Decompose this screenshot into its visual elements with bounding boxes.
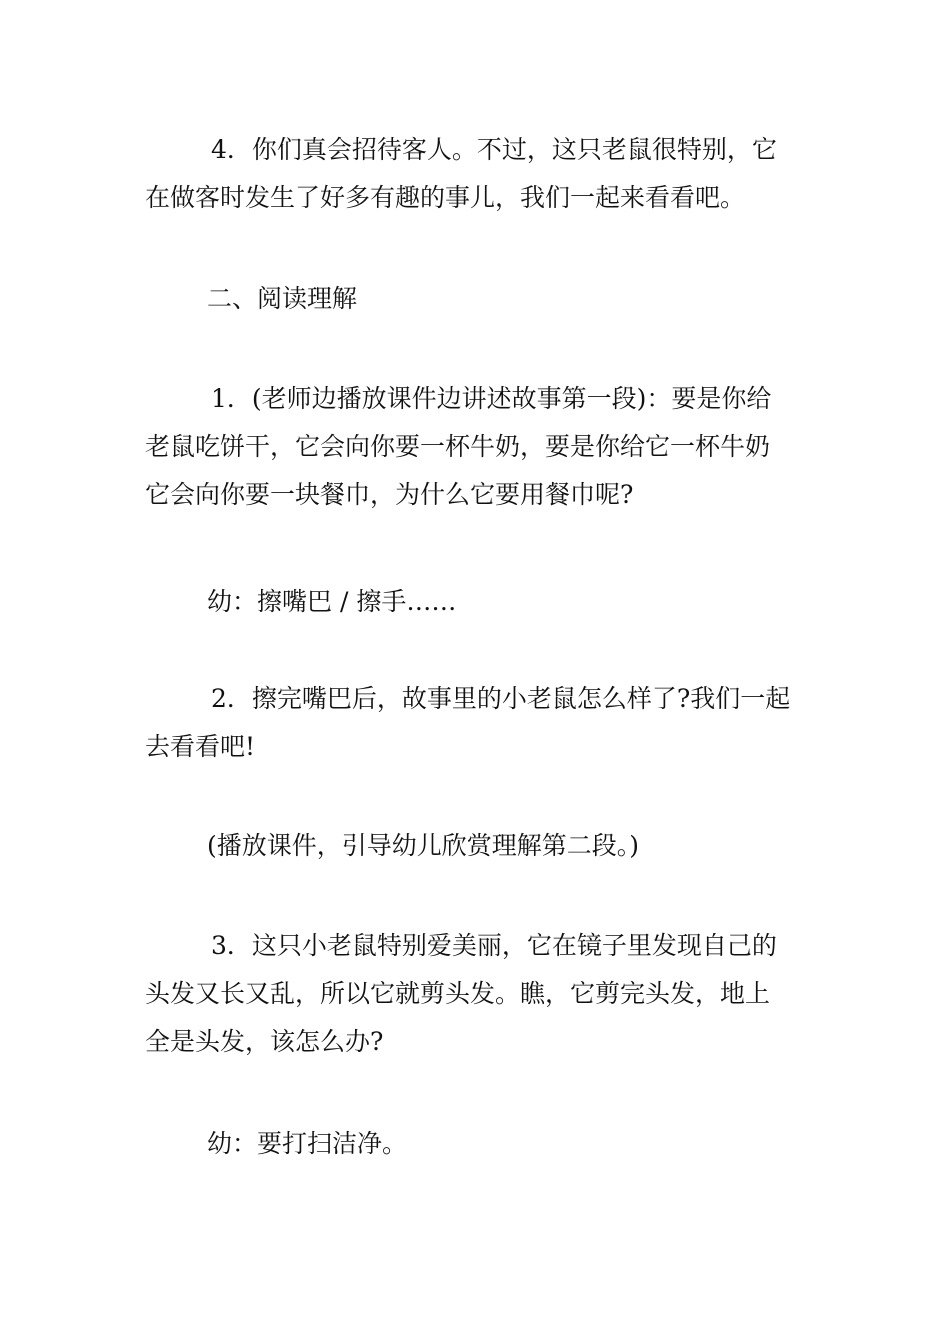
text-line: 幼：要打扫洁净。 xyxy=(207,1129,408,1158)
text-line: (播放课件，引导幼儿欣赏理解第二段。) xyxy=(207,831,640,860)
paragraph-answer-1 xyxy=(145,578,810,626)
text-line: 全是头发，该怎么办? xyxy=(145,1027,384,1056)
text-line: 3．这只小老鼠特别爱美丽，它在镜子里发现自己的 xyxy=(211,931,777,960)
paragraph-answer-3 xyxy=(145,1120,810,1168)
paragraph-question-2 xyxy=(145,675,810,771)
text-line: 2．擦完嘴巴后，故事里的小老鼠怎么样了?我们一起 xyxy=(211,684,791,713)
text-line: 头发又长又乱，所以它就剪头发。瞧，它剪完头发，地上 xyxy=(145,979,771,1008)
text-line: 1．(老师边播放课件边讲述故事第一段)：要是你给 xyxy=(211,384,772,413)
text-line: 老鼠吃饼干，它会向你要一杯牛奶，要是你给它一杯牛奶 xyxy=(145,432,771,461)
text-line: 二、阅读理解 xyxy=(207,284,358,313)
paragraph-question-1 xyxy=(145,375,810,519)
text-line: 去看看吧! xyxy=(145,732,256,761)
paragraph-item-4 xyxy=(145,126,810,222)
text-line: 它会向你要一块餐巾，为什么它要用餐巾呢? xyxy=(145,480,634,509)
section-heading-reading xyxy=(145,275,810,323)
text-line: 4．你们真会招待客人。不过，这只老鼠很特别，它 xyxy=(211,135,777,164)
paragraph-note-2 xyxy=(145,822,810,870)
text-line: 在做客时发生了好多有趣的事儿，我们一起来看看吧。 xyxy=(145,183,746,212)
paragraph-question-3 xyxy=(145,922,810,1066)
text-line: 幼：擦嘴巴 / 擦手…… xyxy=(207,587,457,616)
